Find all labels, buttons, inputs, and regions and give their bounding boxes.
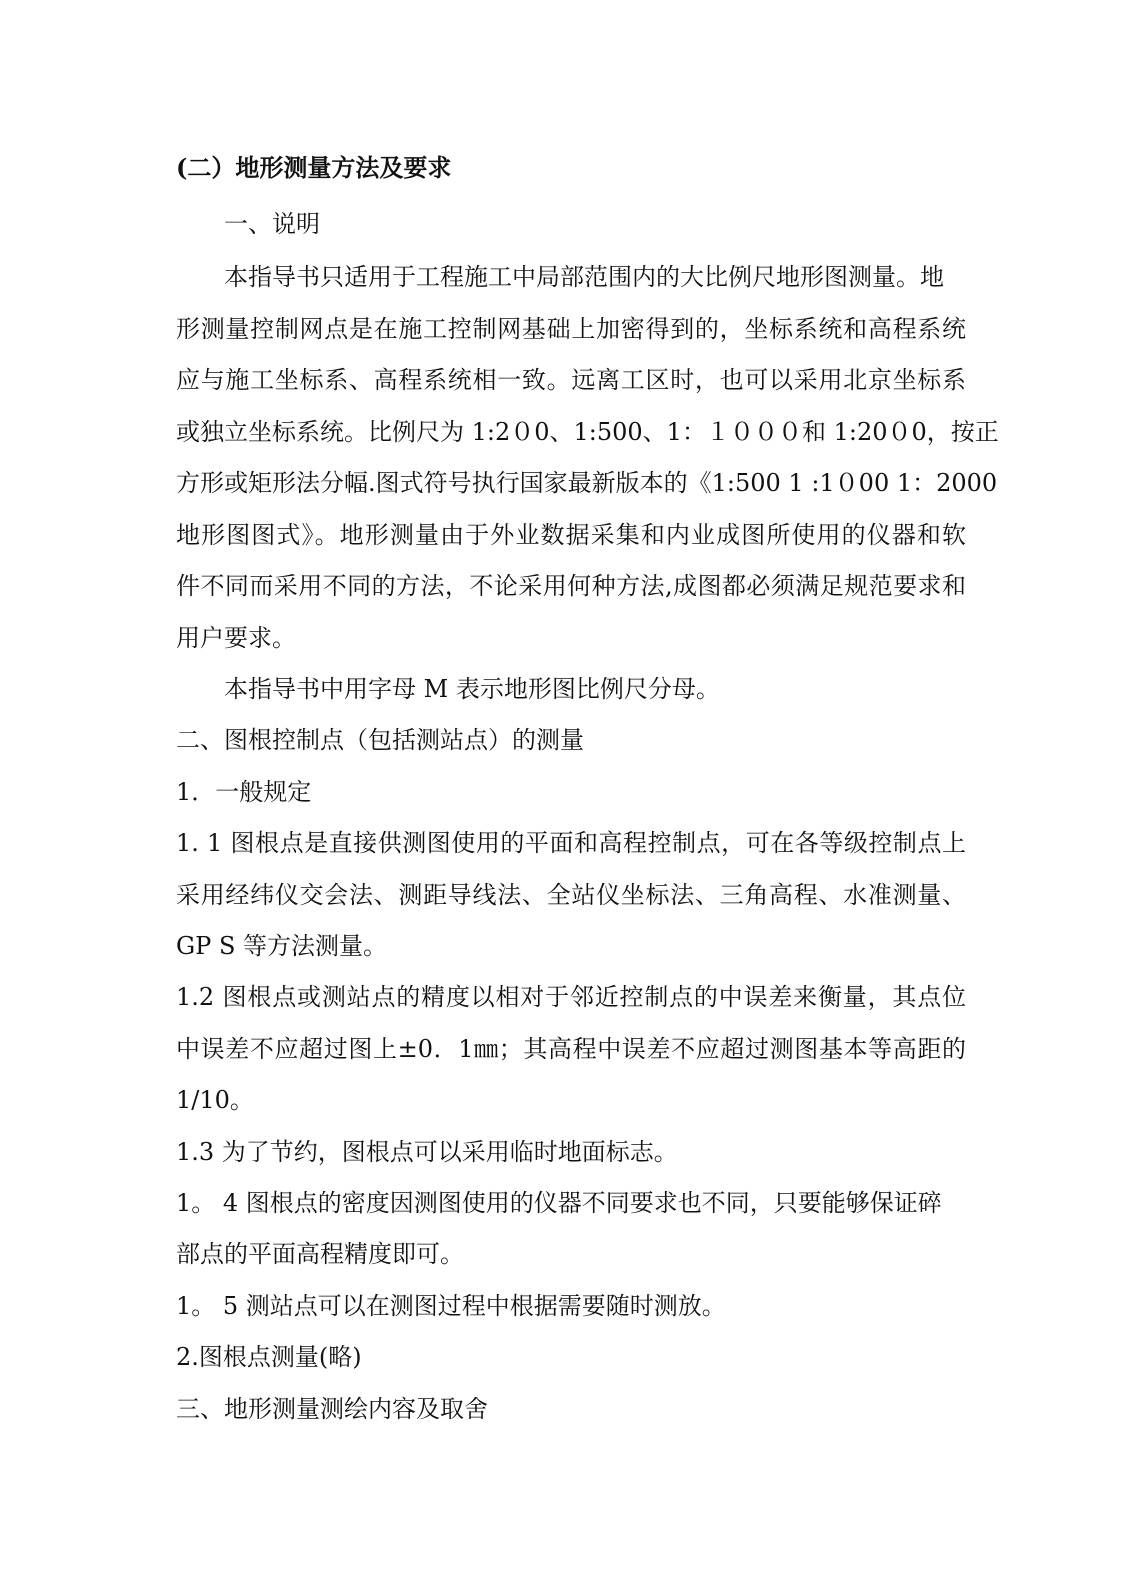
list-item: 1.2 图根点或测站点的精度以相对于邻近控制点的中误差来衡量，其点位: [176, 983, 966, 1011]
paragraph-line: 用户要求。: [176, 624, 296, 652]
paragraph-line: 部点的平面高程精度即可。: [176, 1240, 464, 1268]
section-heading: (二）地形测量方法及要求: [176, 153, 452, 182]
paragraph-line: 1/10。: [176, 1086, 254, 1114]
paragraph-line: 地形图图式》。地形测量由于外业数据采集和内业成图所使用的仪器和软: [176, 521, 966, 549]
paragraph-line: 方形或矩形法分幅.图式符号执行国家最新版本的《1:500 1 :1０00 1：2000: [176, 469, 998, 497]
paragraph-line: 本指导书只适用于工程施工中局部范围内的大比例尺地形图测量。地: [224, 263, 944, 291]
subsection-title: 一、说明: [224, 210, 320, 238]
paragraph-line: 件不同而采用不同的方法，不论采用何种方法,成图都必须满足规范要求和: [176, 572, 966, 600]
list-item: 1．一般规定: [176, 778, 312, 806]
paragraph-line: 中误差不应超过图上±0．1㎜；其高程中误差不应超过测图基本等高距的: [176, 1035, 966, 1063]
paragraph-line: 采用经纬仪交会法、测距导线法、全站仪坐标法、三角高程、水准测量、: [176, 881, 966, 909]
list-item: 1。 4 图根点的密度因测图使用的仪器不同要求也不同，只要能够保证碎: [176, 1189, 942, 1217]
list-item: 2.图根点测量(略): [176, 1343, 362, 1371]
paragraph-line: 或独立坐标系统。比例尺为 1:2０0、1:500、1：１０００和 1:20０0，按正: [176, 418, 999, 446]
paragraph-line: 本指导书中用字母 M 表示地形图比例尺分母。: [224, 675, 720, 703]
list-item: 1. 1 图根点是直接供测图使用的平面和高程控制点，可在各等级控制点上: [176, 829, 966, 857]
paragraph-line: 应与施工坐标系、高程系统相一致。远离工区时，也可以采用北京坐标系: [176, 366, 966, 394]
list-item: 1.3 为了节约，图根点可以采用临时地面标志。: [176, 1138, 678, 1166]
list-item: 1。 5 测站点可以在测图过程中根据需要随时测放。: [176, 1292, 726, 1320]
subsection-title: 三、地形测量测绘内容及取舍: [176, 1395, 488, 1423]
paragraph-line: 形测量控制网点是在施工控制网基础上加密得到的，坐标系统和高程系统: [176, 315, 966, 343]
paragraph-line: GP S 等方法测量。: [176, 932, 388, 960]
subsection-title: 二、图根控制点（包括测站点）的测量: [176, 726, 584, 754]
